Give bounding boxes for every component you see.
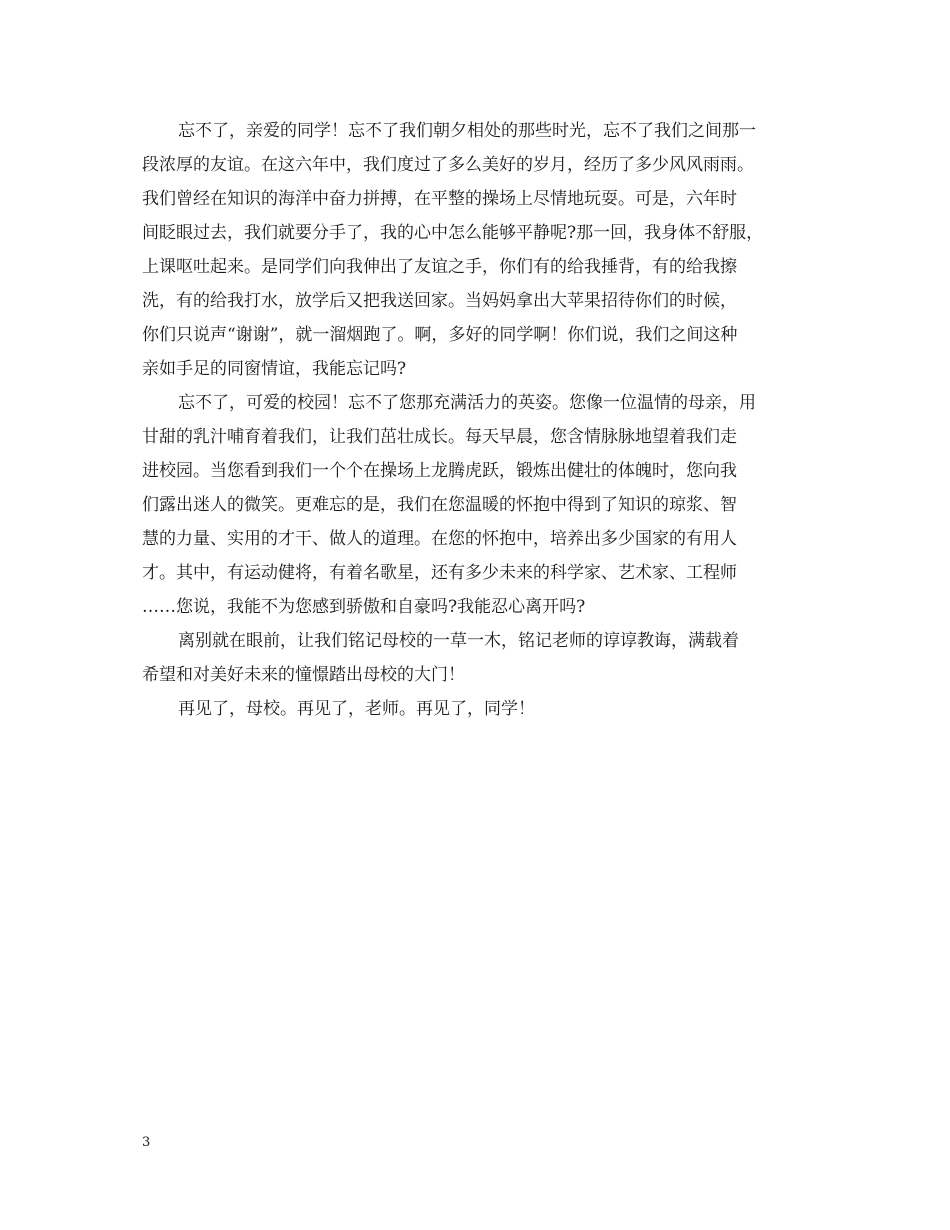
paragraph-2-line-1: 忘不了，可爱的校园！忘不了您那充满活力的英姿。您像一位温情的母亲，用 xyxy=(178,393,756,413)
paragraph-1-line-2: 段浓厚的友谊。在这六年中，我们度过了多么美好的岁月，经历了多少风风雨雨。 xyxy=(142,155,754,175)
paragraph-1-line-4: 间眨眼过去，我们就要分手了，我的心中怎么能够平静呢?那一回，我身体不舒服， xyxy=(142,223,764,243)
paragraph-1-line-5: 上课呕吐起来。是同学们向我伸出了友谊之手，你们有的给我捶背，有的给我擦 xyxy=(142,257,737,277)
document-body xyxy=(142,114,810,726)
paragraph-2-line-7: ……您说，我能不为您感到骄傲和自豪吗?我能忍心离开吗? xyxy=(142,597,586,617)
page-number: 3 xyxy=(142,1135,151,1150)
paragraph-2-line-3: 进校园。当您看到我们一个个在操场上龙腾虎跃，锻炼出健壮的体魄时，您向我 xyxy=(142,461,737,481)
paragraph-2-line-2: 甘甜的乳汁哺育着我们，让我们茁壮成长。每天早晨，您含情脉脉地望着我们走 xyxy=(142,427,737,447)
paragraph-1-line-8: 亲如手足的同窗情谊，我能忘记吗? xyxy=(142,359,407,379)
paragraph-1-line-1: 忘不了，亲爱的同学！忘不了我们朝夕相处的那些时光，忘不了我们之间那一 xyxy=(178,121,756,141)
paragraph-2-line-4: 们露出迷人的微笑。更难忘的是，我们在您温暖的怀抱中得到了知识的琼浆、智 xyxy=(142,495,737,515)
paragraph-3-line-1: 离别就在眼前，让我们铭记母校的一草一木，铭记老师的谆谆教诲，满载着 xyxy=(178,631,739,651)
paragraph-1-line-6: 洗，有的给我打水，放学后又把我送回家。当妈妈拿出大苹果招待你们的时候， xyxy=(142,291,737,311)
paragraph-4-line-1: 再见了，母校。再见了，老师。再见了，同学！ xyxy=(178,699,535,719)
paragraph-3-line-2: 希望和对美好未来的憧憬踏出母校的大门！ xyxy=(142,665,465,685)
paragraph-1-line-7: 你们只说声“谢谢”，就一溜烟跑了。啊，多好的同学啊！你们说，我们之间这种 xyxy=(142,325,738,345)
paragraph-2-line-5: 慧的力量、实用的才干、做人的道理。在您的怀抱中，培养出多少国家的有用人 xyxy=(142,529,737,549)
paragraph-1-line-3: 我们曾经在知识的海洋中奋力拼搏，在平整的操场上尽情地玩耍。可是，六年时 xyxy=(142,189,737,209)
paragraph-2-line-6: 才。其中，有运动健将，有着名歌星，还有多少未来的科学家、艺术家、工程师 xyxy=(142,563,737,583)
